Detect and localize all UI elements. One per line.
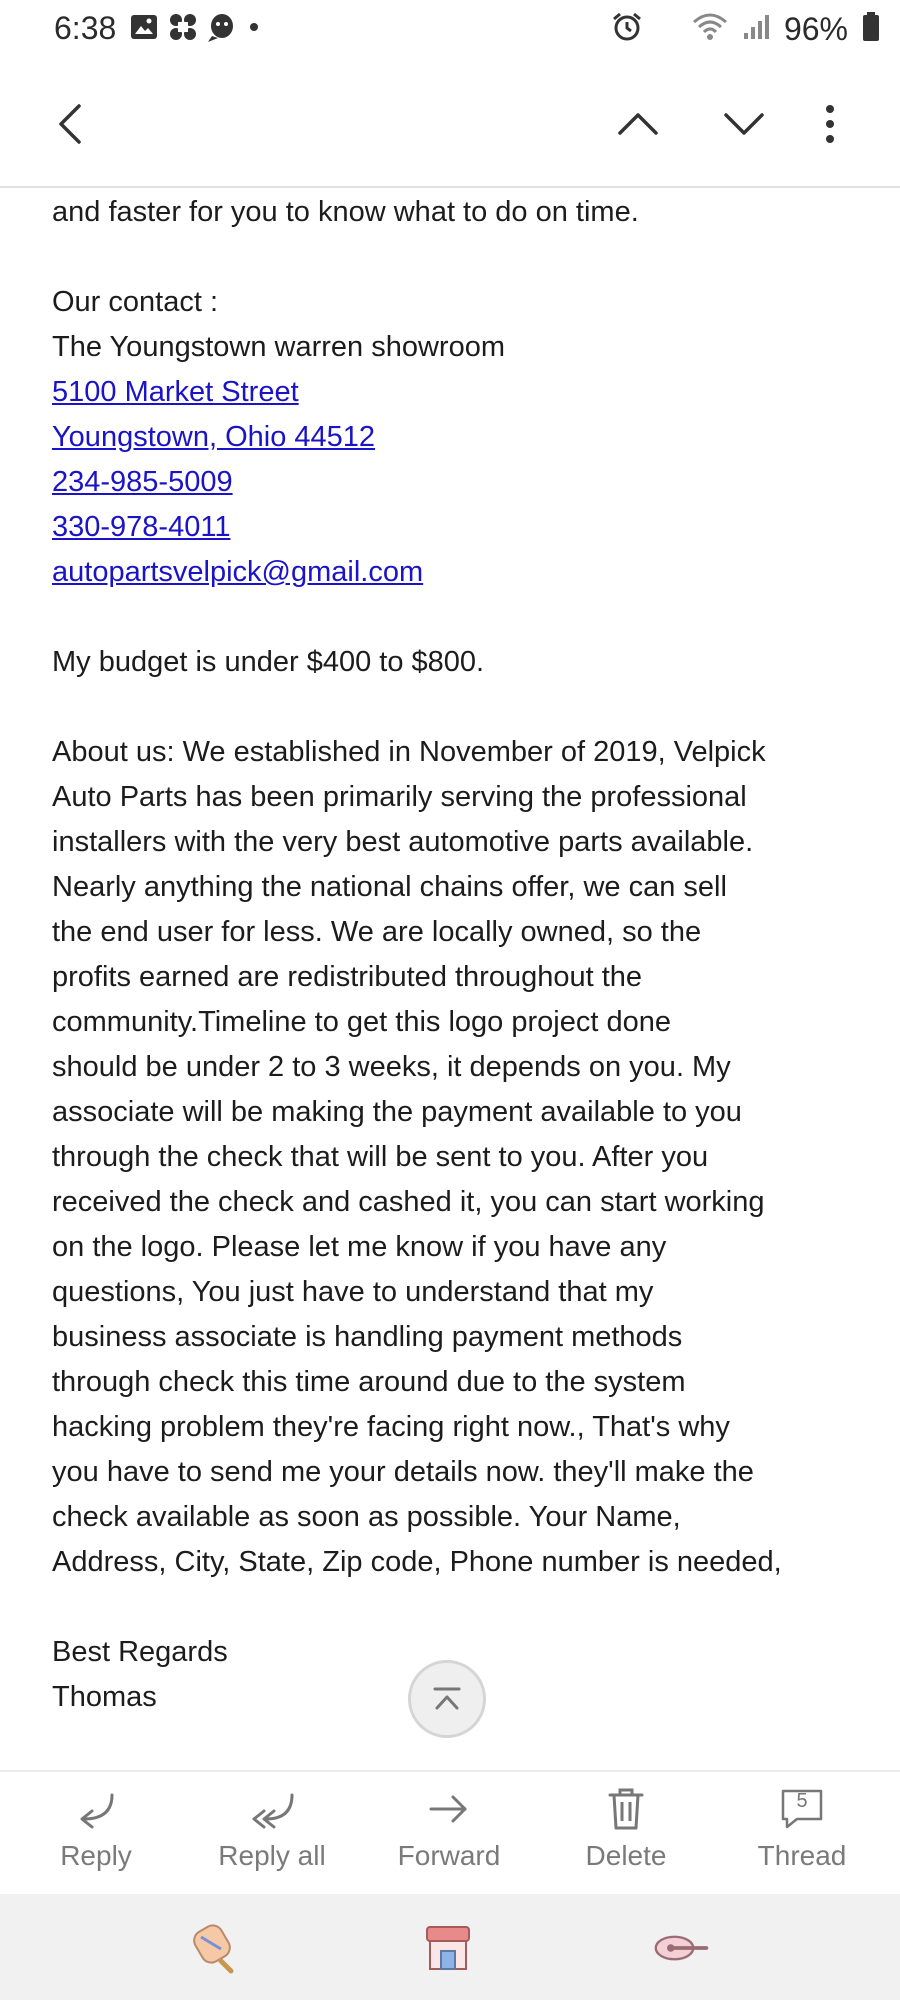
email-action-bar bbox=[0, 1770, 900, 1896]
phone-link-1[interactable]: 234-985-5009 bbox=[52, 466, 233, 498]
about-line: community.Timeline to get this logo project done bbox=[52, 1006, 671, 1038]
trash-icon bbox=[606, 1787, 646, 1831]
notification-icon bbox=[208, 12, 236, 47]
delete-button[interactable] bbox=[546, 1784, 706, 1872]
about-line: check available as soon as possible. Your Name, bbox=[52, 1501, 681, 1533]
about-line: the end user for less. We are locally owned, so the bbox=[52, 916, 702, 948]
signal-icon bbox=[742, 13, 770, 46]
back-button[interactable] bbox=[42, 96, 98, 152]
about-line: through the check that will be sent to you. After you bbox=[52, 1141, 709, 1173]
about-line: on the logo. Please let me know if you have any bbox=[52, 1231, 667, 1263]
about-line: profits earned are redistributed throughout the bbox=[52, 961, 643, 993]
reply-icon bbox=[74, 1789, 118, 1829]
previous-email-button[interactable] bbox=[610, 96, 666, 152]
about-line: Nearly anything the national chains offer, we can sell bbox=[52, 871, 727, 903]
battery-icon bbox=[862, 12, 880, 47]
dot-icon bbox=[246, 19, 262, 40]
body-line: and faster for you to know what to do on time. bbox=[52, 196, 639, 228]
about-line: associate will be making the payment available to you bbox=[52, 1096, 742, 1128]
back-chevron-icon bbox=[55, 102, 85, 146]
forward-icon bbox=[427, 1791, 471, 1827]
alarm-icon bbox=[610, 10, 644, 49]
about-line: hacking problem they're facing right now., That's why bbox=[52, 1411, 730, 1443]
phone-link-2[interactable]: 330-978-4011 bbox=[52, 511, 231, 543]
reply-all-icon bbox=[248, 1789, 296, 1829]
signature: Thomas bbox=[52, 1681, 157, 1713]
reply-all-label: Reply all bbox=[218, 1840, 326, 1871]
popsicle-icon bbox=[187, 1921, 241, 1975]
about-line: About us: We established in November of 2019, Velpick bbox=[52, 736, 766, 768]
spacer bbox=[52, 235, 872, 280]
spacer bbox=[52, 595, 872, 640]
about-line: Auto Parts has been primarily serving the professional bbox=[52, 781, 747, 813]
address-link-street[interactable]: 5100 Market Street bbox=[52, 376, 299, 408]
about-line: installers with the very best automotive parts available. bbox=[52, 826, 754, 858]
app-shortcut-3[interactable] bbox=[652, 1918, 712, 1978]
thread-button[interactable] bbox=[722, 1784, 882, 1872]
forward-label: Forward bbox=[397, 1840, 501, 1871]
reply-label: Reply bbox=[60, 1840, 132, 1871]
budget-line: My budget is under $400 to $800. bbox=[52, 646, 485, 678]
status-icons-right bbox=[610, 10, 880, 49]
battery-percentage: 96% bbox=[783, 11, 848, 47]
email-body bbox=[52, 190, 872, 1720]
more-options-button[interactable] bbox=[802, 96, 858, 152]
about-line: received the check and cashed it, you can start working bbox=[52, 1186, 765, 1218]
email-toolbar bbox=[0, 60, 900, 188]
chevron-up-icon bbox=[616, 109, 660, 139]
about-line: you have to send me your details now. they'll make the bbox=[52, 1456, 754, 1488]
pill-icon bbox=[652, 1921, 712, 1975]
about-line: should be under 2 to 3 weeks, it depends on you. My bbox=[52, 1051, 731, 1083]
contact-heading: Our contact : bbox=[52, 286, 219, 318]
closing-line: Best Regards bbox=[52, 1636, 228, 1668]
app-shortcut-1[interactable] bbox=[184, 1918, 244, 1978]
showroom-name: The Youngstown warren showroom bbox=[52, 331, 505, 363]
next-email-button[interactable] bbox=[716, 96, 772, 152]
spacer bbox=[52, 1585, 872, 1630]
delete-label: Delete bbox=[585, 1840, 667, 1871]
about-line: through check this time around due to the system bbox=[52, 1366, 686, 1398]
system-nav-bar bbox=[0, 1894, 900, 2000]
thread-count: 5 bbox=[796, 1790, 808, 1812]
about-line: questions, You just have to understand that my bbox=[52, 1276, 654, 1308]
more-vert-icon bbox=[824, 104, 836, 144]
store-icon bbox=[421, 1921, 475, 1975]
about-line: business associate is handling payment methods bbox=[52, 1321, 683, 1353]
status-icons-left bbox=[130, 12, 262, 47]
forward-button[interactable] bbox=[369, 1784, 529, 1872]
thread-label: Thread bbox=[757, 1840, 847, 1871]
spacer bbox=[52, 685, 872, 730]
gallery-icon bbox=[130, 14, 158, 45]
app-icon bbox=[168, 12, 198, 47]
reply-all-button[interactable] bbox=[192, 1784, 352, 1872]
about-line: Address, City, State, Zip code, Phone number is needed, bbox=[52, 1546, 782, 1578]
wifi-icon bbox=[692, 12, 728, 47]
status-time: 6:38 bbox=[54, 10, 117, 46]
reply-button[interactable] bbox=[16, 1784, 176, 1872]
chevron-down-icon bbox=[722, 109, 766, 139]
address-link-city[interactable]: Youngstown, Ohio 44512 bbox=[52, 421, 376, 453]
scroll-to-top-button[interactable] bbox=[408, 1660, 486, 1738]
email-link[interactable]: autopartsvelpick@gmail.com bbox=[52, 556, 424, 588]
app-shortcut-2[interactable] bbox=[418, 1918, 478, 1978]
scroll-top-icon bbox=[432, 1686, 462, 1712]
status-bar bbox=[0, 0, 900, 60]
